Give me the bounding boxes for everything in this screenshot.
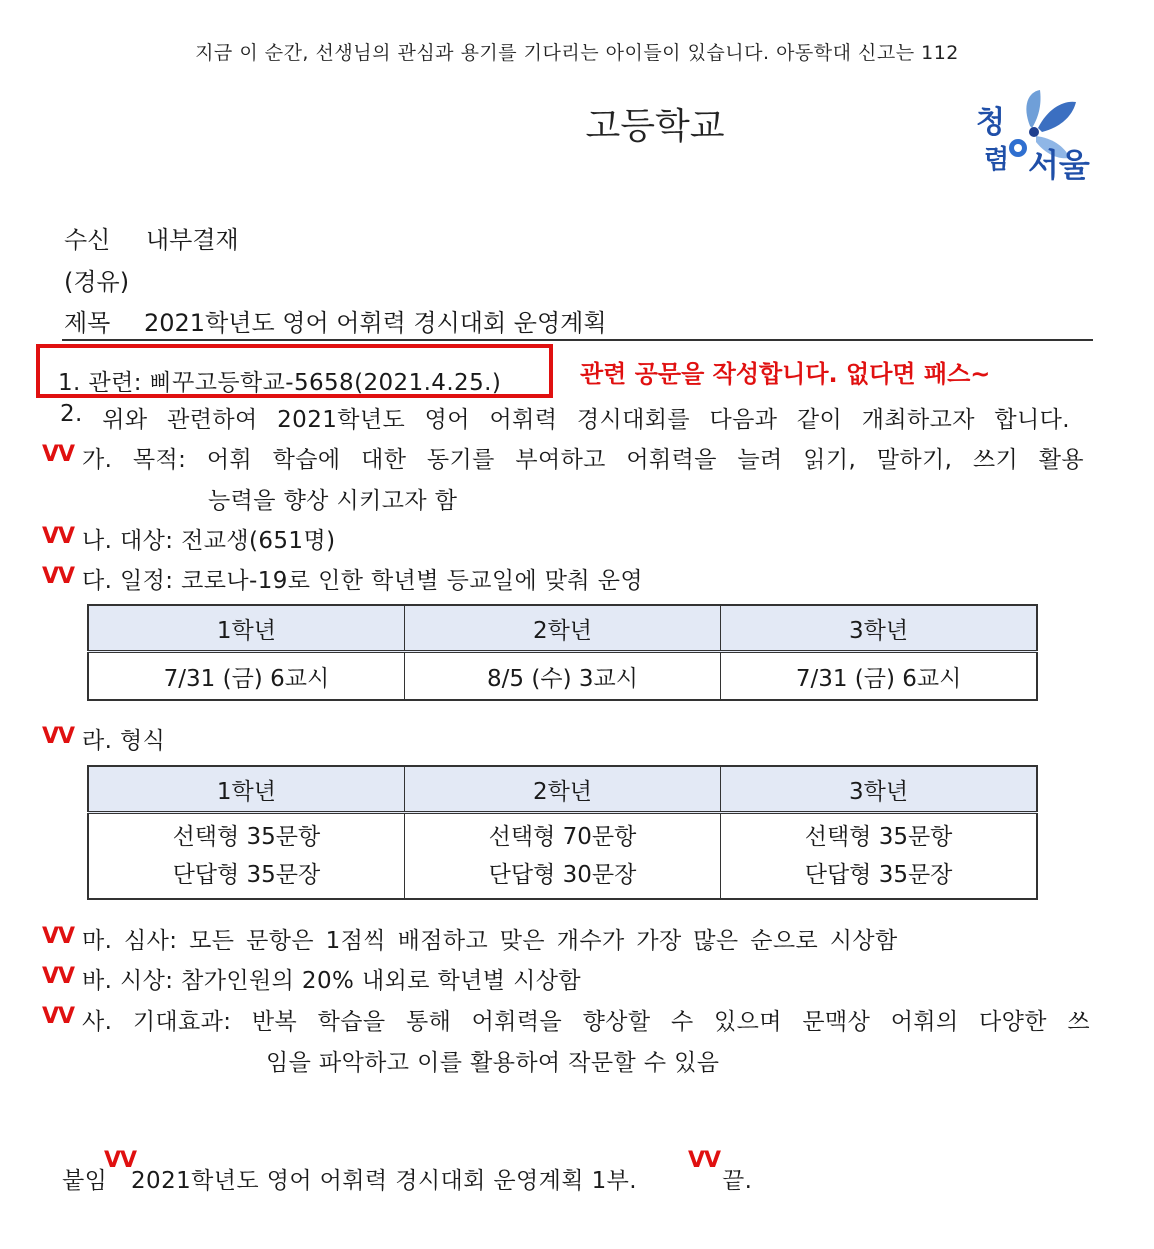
marker-da: VV (42, 564, 75, 589)
item-sa-effects-cont: 임을 파악하고 이를 활용하여 작문할 수 있음 (266, 1050, 720, 1076)
via-label: (경유) (64, 268, 130, 296)
attachment-text: 2021학년도 영어 어휘력 경시대회 운영계획 1부. (131, 1168, 637, 1194)
format-cell (88, 813, 404, 900)
marker-ra: VV (42, 724, 75, 749)
item-ga-purpose-cont: 능력을 향상 시키고자 함 (208, 488, 458, 514)
recipient-value: 내부결재 (146, 226, 239, 254)
subject-divider (62, 339, 1093, 341)
svg-text:렴: 렴 (984, 145, 1010, 175)
schedule-header-cell: 3학년 (721, 605, 1037, 652)
item1-annotation: 관련 공문을 작성합니다. 없다면 패스~ (580, 360, 991, 388)
marker-attachment: VV (104, 1148, 137, 1173)
format-cell (721, 813, 1037, 900)
format-cell (404, 813, 720, 900)
item-ra-format: 라. 형식 (82, 728, 166, 754)
schedule-cell: 7/31 (금) 6교시 (88, 652, 404, 701)
item2-intro: 2. 위와 관련하여 2021학년도 영어 어휘력 경시대회를 다음과 같이 개최하고자 합니다. (60, 401, 1070, 433)
schedule-cell: 8/5 (수) 3교시 (404, 652, 720, 701)
item-ma-judging: 마. 심사: 모든 문항은 1점씩 배점하고 맞은 개수가 가장 많은 순으로 시상함 (82, 928, 898, 954)
item-da-schedule: 다. 일정: 코로나-19로 인한 학년별 등교일에 맞춰 운영 (82, 568, 643, 594)
format-table (87, 765, 1038, 900)
schedule-table (87, 604, 1038, 701)
marker-na: VV (42, 524, 75, 549)
format-header-cell: 2학년 (404, 766, 720, 813)
attachment-label: 붙임 (62, 1168, 108, 1194)
subject-label: 제목 (64, 309, 111, 337)
marker-ma: VV (42, 924, 75, 949)
school-title: 고등학교 (585, 106, 725, 147)
marker-sa: VV (42, 1004, 75, 1029)
format-cell-line: 단답형 35문장 (804, 862, 953, 888)
seoul-education-butterfly-logo-icon (972, 86, 1096, 188)
format-cell-line: 단답형 35문장 (172, 862, 321, 888)
format-cell-line: 선택형 70문항 (488, 824, 637, 850)
marker-end: VV (688, 1148, 721, 1173)
recipient-label: 수신 (64, 226, 111, 254)
item-ba-awards: 바. 시상: 참가인원의 20% 내외로 학년별 시상함 (82, 968, 581, 994)
attachment-end: 끝. (722, 1168, 753, 1194)
schedule-header-cell: 1학년 (88, 605, 404, 652)
marker-ga: VV (42, 442, 75, 467)
marker-ba: VV (42, 964, 75, 989)
format-header-cell: 3학년 (721, 766, 1037, 813)
format-header-cell: 1학년 (88, 766, 404, 813)
subject-value: 2021학년도 영어 어휘력 경시대회 운영계획 (144, 309, 607, 337)
schedule-cell: 7/31 (금) 6교시 (721, 652, 1037, 701)
schedule-header-cell: 2학년 (404, 605, 720, 652)
format-cell-line: 단답형 30문장 (488, 862, 637, 888)
child-abuse-slogan: 지금 이 순간, 선생님의 관심과 용기를 기다리는 아이들이 있습니다. 아동학대 신고는 112 (195, 42, 959, 64)
format-cell-line: 선택형 35문항 (172, 824, 321, 850)
item-na-target: 나. 대상: 전교생(651명) (82, 528, 336, 554)
svg-text:서울: 서울 (1028, 146, 1090, 184)
svg-text:청: 청 (976, 105, 1005, 140)
item-ga-purpose: 가. 목적: 어휘 학습에 대한 동기를 부여하고 어휘력을 늘려 읽기, 말하기, 쓰기 활용 (82, 447, 1084, 473)
item1-related-doc: 1. 관련: 삐꾸고등학교-5658(2021.4.25.) (58, 370, 502, 396)
format-cell-line: 선택형 35문항 (804, 824, 953, 850)
item-sa-effects: 사. 기대효과: 반복 학습을 통해 어휘력을 향상할 수 있으며 문맥상 어휘의 다양한 쓰 (82, 1009, 1090, 1035)
